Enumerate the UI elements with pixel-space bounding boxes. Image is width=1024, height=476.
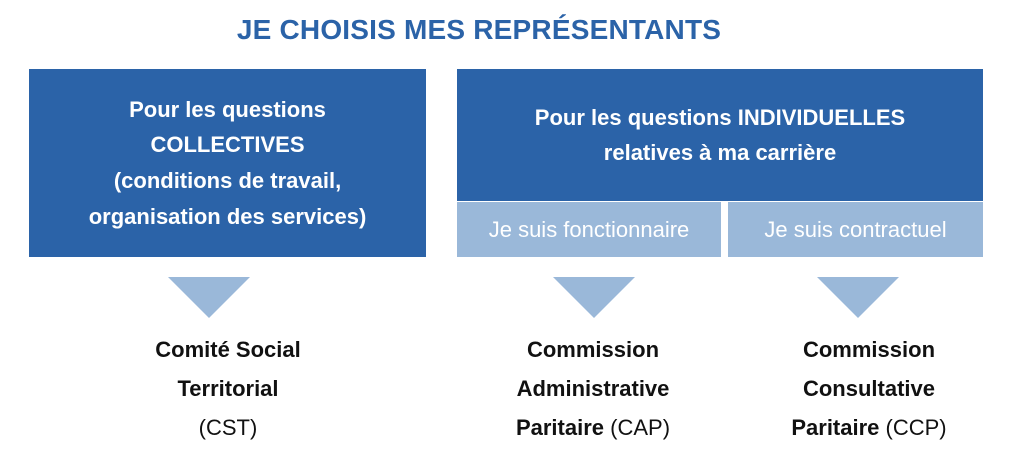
option-fonctionnaire: Je suis fonctionnaire [457,202,721,257]
collective-questions-box [29,69,426,257]
arrow-down-cap-icon [553,277,635,318]
collective-line-3: (conditions de travail, [113,168,342,193]
collective-line-1: Pour les questions [129,96,326,122]
individual-line-1: Pour les questions INDIVIDUELLES [534,104,906,130]
outcome-cst [99,330,357,447]
outcome-cap [464,330,722,447]
outcome-cap-abbr: (CAP) [610,415,671,440]
individual-questions-box [457,69,983,201]
outcome-ccp-line-2: Consultative [802,376,936,401]
arrow-down-cst-icon [168,277,250,318]
page-title: JE CHOISIS MES REPRÉSENTANTS [236,14,722,45]
collective-line-2: COLLECTIVES [150,132,305,158]
collective-line-4: organisation des services) [88,203,367,229]
outcome-ccp-line-1: Commission [802,337,936,362]
outcome-ccp-line-3 [740,408,998,447]
outcome-cst-line-2: Territorial [177,376,279,401]
individual-line-2: relatives à ma carrière [603,140,837,165]
outcome-cap-line-2: Administrative [516,376,670,401]
outcome-ccp [740,330,998,447]
outcome-cst-line-1: Comité Social [155,337,301,362]
outcome-ccp-abbr: (CCP) [885,415,947,440]
outcome-cap-line-1: Commission [526,337,660,362]
outcome-cst-abbr: (CST) [198,415,258,440]
outcome-cap-paritaire: Paritaire [515,415,605,440]
outcome-cap-line-3 [464,408,722,447]
arrow-down-ccp-icon [817,277,899,318]
option-contractuel: Je suis contractuel [728,202,983,257]
outcome-ccp-paritaire: Paritaire [791,415,880,440]
